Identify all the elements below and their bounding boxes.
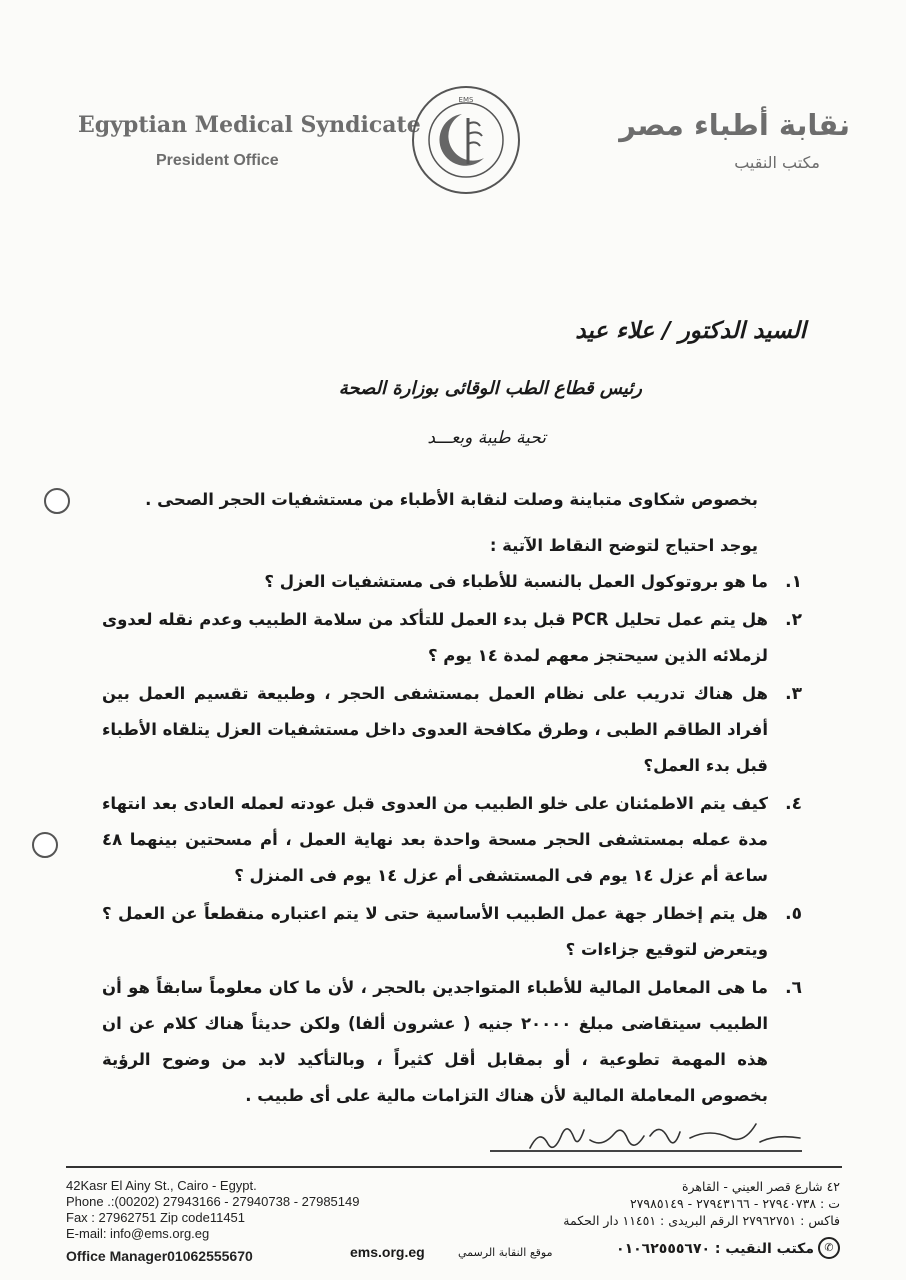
list-item (102, 970, 802, 1114)
point-text: كيف يتم الاطمئنان على خلو الطبيب من العدوى قبل عودته لعمله العادى بعد انتهاء مدة عمله بمستشفى الحجر مسحة واحدة بعد نهاية العمل ، أم مسحتين بينهما ٤٨ ساعة أم عزل ١٤ يوم فى المستشفى أم عزل ١٤ يوم فى المنزل ؟ (102, 794, 768, 885)
point-text: هل هناك تدريب على نظام العمل بمستشفى الحجر ، وطبيعة تقسيم العمل بين أفراد الطاقم الطبى ، وطرق مكافحة العدوى داخل مستشفيات العزل يتلقاه الأطباء قبل بدء العمل؟ (102, 684, 768, 775)
medical-syndicate-seal-icon (410, 84, 522, 196)
svg-text:EMS: EMS (458, 96, 474, 104)
footer-contact-en (66, 1178, 359, 1264)
punch-hole (44, 488, 70, 514)
fax-en: Fax : 27962751 Zip code11451 (66, 1210, 246, 1225)
point-text: ما هى المعامل المالية للأطباء المتواجدين بالحجر ، لأن ما كان معلوماً سابقاً هو أن الطبيب سيتقاضى مبلغ ٢٠٠٠٠ جنيه ( عشرون ألفا) ولكن حديثاً هناك كلام عن ان هذه المهمة تطوعية ، أو بمقابل أقل كثيراً ، وبالتأكيد لابد من وضوح الرؤية بخصوص المعاملة المالية لأن هناك التزامات مالية على أى طبيب . (102, 978, 768, 1105)
punch-hole (32, 832, 58, 858)
point-number: ٦. (785, 978, 802, 998)
point-text: ما هو بروتوكول العمل بالنسبة للأطباء فى مستشفيات العزل ؟ (264, 572, 768, 591)
handwritten-signature (520, 1118, 810, 1158)
points-list (102, 564, 802, 1116)
point-number: ١. (785, 572, 802, 592)
footer-contact-ar (563, 1178, 840, 1258)
list-item (102, 786, 802, 894)
point-number: ٥. (785, 904, 802, 924)
point-text: هل يتم إخطار جهة عمل الطبيب الأساسية حتى لا يتم اعتباره منقطعاً عن العمل ؟ ويتعرض لتوقيع جزاءات ؟ (102, 904, 768, 959)
email-en: E-mail: info@ems.org.eg (66, 1226, 210, 1241)
org-name-ar: نقابة أطباء مصر (619, 108, 850, 142)
addressee-position: رئيس قطاع الطب الوقائى بوزارة الصحة (338, 378, 642, 399)
addressee: السيد الدكتور / علاء عيد (575, 318, 806, 344)
list-item (102, 564, 802, 600)
office-en: President Office (156, 152, 279, 169)
intro-paragraph: بخصوص شكاوى متباينة وصلت لنقابة الأطباء من مستشفيات الحجر الصحى . (145, 490, 758, 509)
greeting: تحية طيبة وبعـــد (427, 428, 546, 448)
phone-en: Phone .:(00202) 27943166 - 27940738 - 27985149 (66, 1194, 360, 1209)
list-item (102, 896, 802, 968)
president-office-ar: مكتب النقيب : ٠١٠٦٢٥٥٥٦٧٠ (616, 1241, 814, 1257)
org-name-en: Egyptian Medical Syndicate (78, 112, 421, 138)
point-number: ٣. (785, 684, 802, 704)
office-ar: مكتب النقيب (734, 153, 820, 172)
point-number: ٢. (785, 610, 802, 630)
phone-ar: ت : ٢٧٩٤٠٧٣٨ - ٢٧٩٤٣١٦٦ - ٢٧٩٨٥١٤٩ (629, 1196, 840, 1211)
address-en: 42Kasr El Ainy St., Cairo - Egypt. (66, 1178, 257, 1193)
point-number: ٤. (785, 794, 802, 814)
whatsapp-icon: ✆ (818, 1237, 840, 1259)
office-manager: Office Manager01062555670 (66, 1248, 253, 1264)
address-ar: ٤٢ شارع قصر العيني - القاهرة (681, 1179, 840, 1194)
website-link[interactable]: ems.org.eg (350, 1244, 425, 1260)
lead-in: يوجد احتياج لتوضح النقاط الآتية : (489, 536, 758, 555)
website-label-ar: موقع النقابة الرسمي (458, 1246, 553, 1259)
signature-line (490, 1150, 802, 1152)
point-text: هل يتم عمل تحليل PCR قبل بدء العمل للتأكد من سلامة الطبيب وعدم نقله لعدوى لزملائه الذين سيحتجز معهم لمدة ١٤ يوم ؟ (102, 610, 768, 665)
list-item (102, 602, 802, 674)
fax-ar: فاكس : ٢٧٩٦٢٧٥١ الرقم البريدى : ١١٤٥١ دار الحكمة (563, 1213, 840, 1228)
footer-divider (66, 1166, 842, 1168)
list-item (102, 676, 802, 784)
